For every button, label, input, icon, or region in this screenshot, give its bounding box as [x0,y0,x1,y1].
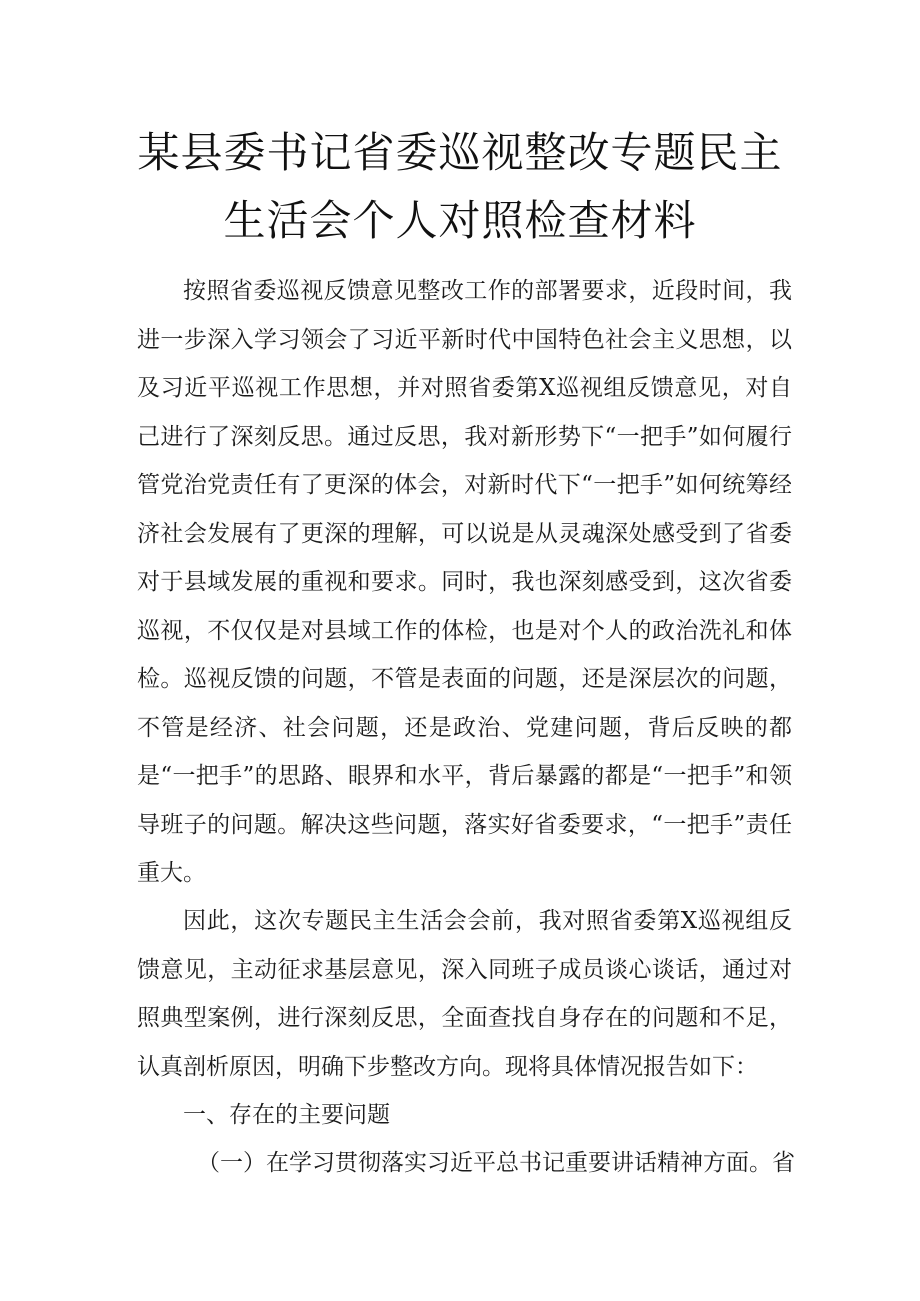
document-title-line-1: 某县委书记省委巡视整改专题民主 [137,128,783,177]
paragraph-2: 因此，这次专题民主生活会会前，我对照省委第X巡视组反馈意见，主动征求基层意见，深入同班子成员谈心谈话，通过对照典型案例，进行深刻反思，全面查找自身存在的问题和不足，认真剖析原因，明确下步整改方向。现将具体情况报告如下： [137,908,792,1080]
paragraph-1: 按照省委巡视反馈意见整改工作的部署要求，近段时间，我进一步深入学习领会了习近平新时代中国特色社会主义思想，以及习近平巡视工作思想，并对照省委第X巡视组反馈意见，对自己进行了深刻反思。通过反思，我对新形势下“一把手”如何履行管党治党责任有了更深的体会，对新时代下“一把手”如何统筹经济社会发展有了更深的理解，可以说是从灵魂深处感受到了省委对于县域发展的重视和要求。同时，我也深刻感受到，这次省委巡视，不仅仅是对县域工作的体检，也是对个人的政治洗礼和体检。巡视反馈的问题，不管是表面的问题，还是深层次的问题，不管是经济、社会问题，还是政治、党建问题，背后反映的都是“一把手”的思路、眼界和水平，背后暴露的都是“一把手”和领导班子的问题。解决这些问题，落实好省委要求，“一把手”责任重大。 [137,278,792,886]
section-heading-1: 一、存在的主要问题 [183,1102,390,1128]
document-title-line-2: 生活会个人对照检查材料 [223,196,697,245]
subsection-heading-1: （一）在学习贯彻落实习近平总书记重要讲话精神方面。省 [197,1150,795,1176]
